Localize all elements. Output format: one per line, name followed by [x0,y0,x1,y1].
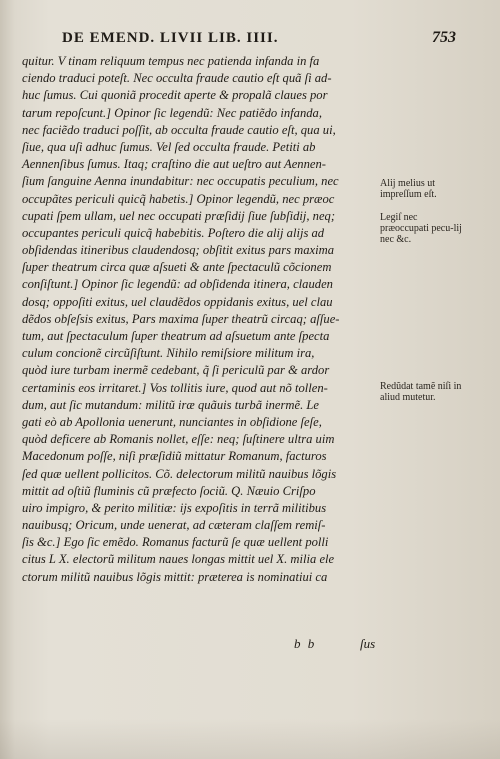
text-line: huc ſumus. Cui quoniã procedit aperte & propalã claues por [22,88,328,103]
text-line: quitur. V tinam reliquum tempus nec patienda infanda in fa [22,54,320,68]
text-line: ſed quæ uellent pollicitos. Cõ. delectorum militũ nauibus lõgis [22,466,337,481]
text-line: occupantes periculi quicq̃ habebitis. Poſtero die alij alijs ad [22,225,325,240]
text-line: obſidendas itineribus claudendosq; obſitit exitus pars maxima [22,243,335,258]
text-line: cupati ſpem ullam, uel nec occupati præſidij ſiue ſubſidij, neq; [22,208,336,223]
text-line: tum, aut ſpectaculum ſuper theatrum ad aſsuetum ante ſpecta [22,329,330,343]
text-line: dosq; oppoſiti exitus, uel claudẽdos oppidanis exitus, uel clau [22,294,333,309]
text-line: conſiſtunt.] Opinor ſic legendũ: ad obſidenda itinera, clauden [22,277,333,292]
text-line: Macedonum poſſe, niſi præſidiũ mittatur Romanum, facturos [22,449,327,464]
text-line: ciendo traduci poteſt. Nec occulta fraude cautio eſt quã ſi ad- [22,71,332,86]
text-line: ſuper theatrum circa quæ aſsueti & ante ſpectaculũ cõcionem [22,260,332,275]
text-line: ctorum militũ nauibus lõgis mittit: præterea is nominatiui ca [22,569,328,584]
text-line: occupãtes periculi quicq̃ habetis.] Opinor legendũ, nec præoc [22,191,335,206]
margin-note: Legiſ nec præoccupati pecu-lij nec &c. [380,212,462,245]
text-line: tarum repoſcunt.] Opinor ſic legendũ: Nec patiẽdo infanda, [22,105,322,120]
page-number: 753 [432,29,456,46]
body-text [22,53,378,586]
text-line: nauibusq; Oricum, unde uenerat, ad cæteram claſſem remiſ- [22,518,326,533]
text-line: quòd iure turbam inermẽ cedebant, q̃ ſi periculũ par & ardor [22,363,330,378]
margin-note: Alij melius ut impreſſum eſt. [380,178,437,200]
text-line: ſis &c.] Ego ſic emẽdo. Romanus facturũ ſe quæ uellent polli [22,535,329,550]
text-line: dum, aut ſic mutandum: militũ iræ quãuis turbã inermẽ. Le [22,397,319,412]
page-shadow [0,719,500,759]
text-line: nec faciẽdo traduci poſſit, ab occulta fraude cautio eſt, qua ui, [22,122,336,137]
catchword: ſus [360,636,376,651]
margin-note: Redũdat tamẽ niſi in aliud mutetur. [380,381,462,403]
text-line: gati eò ab Apollonia uenerunt, nunciantes in obſidione ſeſe, [22,414,322,429]
text-line: Aennenſibus ſumus. Itaq; craſtino die aut ueſtro aut Aennen- [22,157,326,172]
text-line: ſiue, qua uſi adhuc ſumus. Vel ſed occulta fraude. Petiti ab [22,139,316,154]
text-line: culum concionẽ circũſiſtunt. Nihilo remiſsiore militum ira, [22,346,315,361]
text-line: quòd deficere ab Romanis nollet, eſſe: neq; ſuſtinere ultra uim [22,432,335,447]
text-line: certaminis eos irritaret.] Vos tollitis iure, quod aut nõ tollen- [22,380,328,395]
text-line: citus L X. electorũ militum naues longas mittit uel X. milia ele [22,552,335,567]
text-line: dẽdos obſeſsis exitus, Pars maxima ſuper theatrũ circaq; aſſue- [22,311,340,326]
text-line: mittit ad oſtiũ fluminis cũ præfecto ſociũ. Q. Næuio Criſpo [22,483,316,498]
text-line: uiro impigro, & perito militiæ: ijs expoſitis in terrã militibus [22,500,327,515]
running-title: DE EMEND. LIVII LIB. IIII. [62,30,279,46]
signature-mark: b b [294,636,317,651]
text-line: ſium ſanguine Aenna inundabitur: nec occupatis peculium, nec [22,174,339,189]
